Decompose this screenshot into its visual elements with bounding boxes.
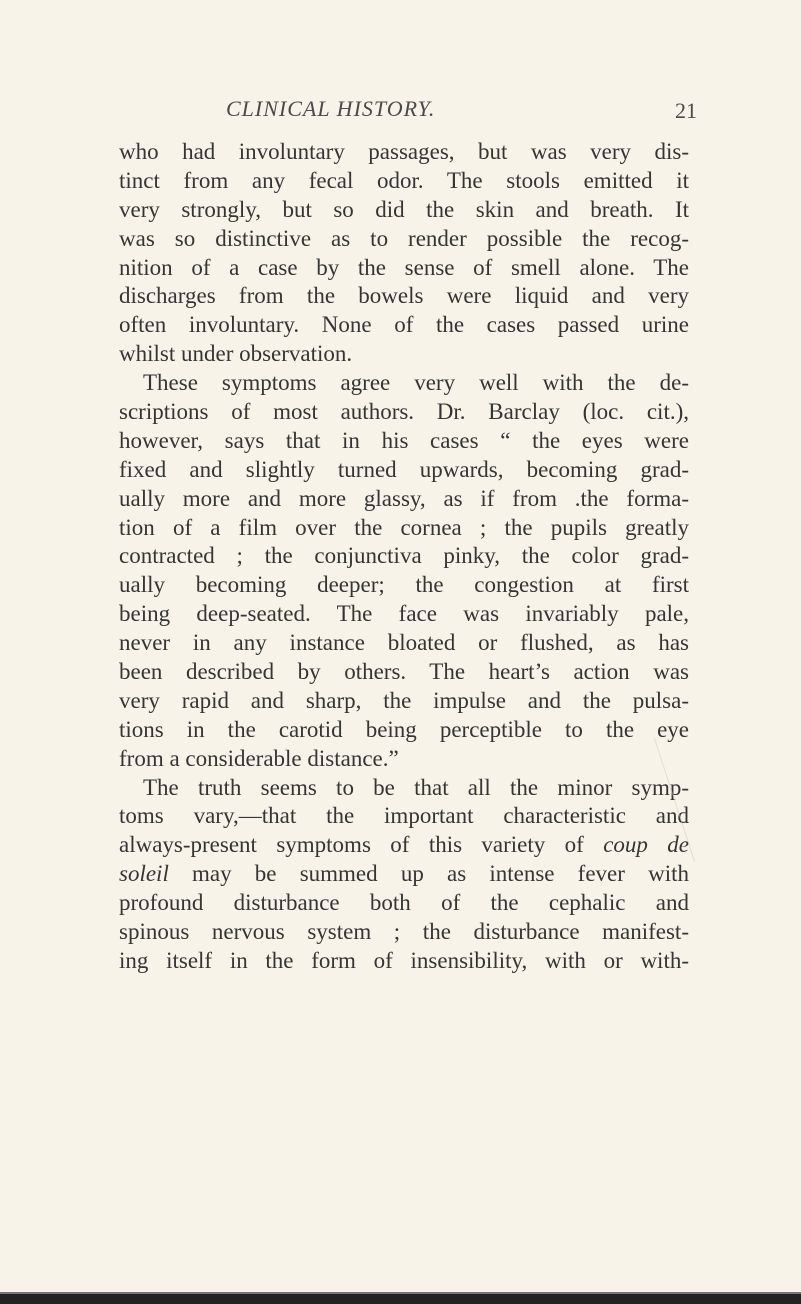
- running-head: [0, 96, 801, 126]
- text-line: very strongly, but so did the skin and breath. It: [119, 196, 689, 222]
- text-line: who had involuntary passages, but was very dis-: [119, 139, 689, 164]
- text-line: often involuntary. None of the cases passed urine: [119, 312, 689, 338]
- text-line: profound disturbance both of the cephalic and: [119, 890, 689, 916]
- italic-phrase: coup de: [603, 832, 689, 858]
- text-line: ually becoming deeper; the congestion at first: [119, 572, 689, 598]
- text-line: contracted ; the conjunctiva pinky, the color grad-: [119, 543, 689, 569]
- body-text: [119, 138, 689, 976]
- text-line: never in any instance bloated or flushed, as has: [119, 630, 689, 656]
- text-line: was so distinctive as to render possible the recog-: [119, 225, 689, 251]
- text-line: discharges from the bowels were liquid and very: [119, 283, 689, 309]
- text-line: tion of a film over the cornea ; the pupils greatly: [119, 514, 689, 540]
- text-line: been described by others. The heart’s action was: [119, 659, 689, 685]
- text-line-with-italic: [119, 831, 689, 860]
- text-segment: may be summed up as intense fever with: [168, 861, 689, 887]
- text-line: spinous nervous system ; the disturbance manifest-: [119, 919, 689, 945]
- text-line: The truth seems to be that all the minor symp-: [143, 774, 689, 800]
- text-line: being deep-seated. The face was invariably pale,: [119, 601, 689, 627]
- text-line: toms vary,—that the important characteristic and: [119, 803, 689, 829]
- page-bottom-edge: [0, 1294, 801, 1304]
- text-line: tions in the carotid being perceptible to the eye: [119, 716, 689, 742]
- text-line: These symptoms agree very well with the de-: [143, 370, 689, 396]
- italic-phrase: soleil: [119, 861, 169, 887]
- running-title: CLINICAL HISTORY.: [226, 96, 436, 121]
- text-line: whilst under observation.: [119, 341, 353, 367]
- text-line: tinct from any fecal odor. The stools emitted it: [119, 167, 689, 193]
- text-line: however, says that in his cases “ the eyes were: [119, 427, 689, 453]
- text-line: nition of a case by the sense of smell alone. The: [119, 254, 689, 280]
- text-line: scriptions of most authors. Dr. Barclay (loc. cit.),: [119, 399, 689, 425]
- text-line: from a considerable distance.”: [119, 745, 399, 771]
- text-line: very rapid and sharp, the impulse and the pulsa-: [119, 687, 689, 713]
- text-line: ually more and more glassy, as if from .the forma-: [119, 485, 689, 511]
- page-number: 21: [675, 98, 697, 123]
- text-line: ing itself in the form of insensibility, with or with-: [119, 947, 689, 973]
- text-segment: always-present symptoms of this variety of: [119, 832, 604, 858]
- text-line-with-italic: [119, 860, 689, 889]
- text-line: fixed and slightly turned upwards, becoming grad-: [119, 456, 689, 482]
